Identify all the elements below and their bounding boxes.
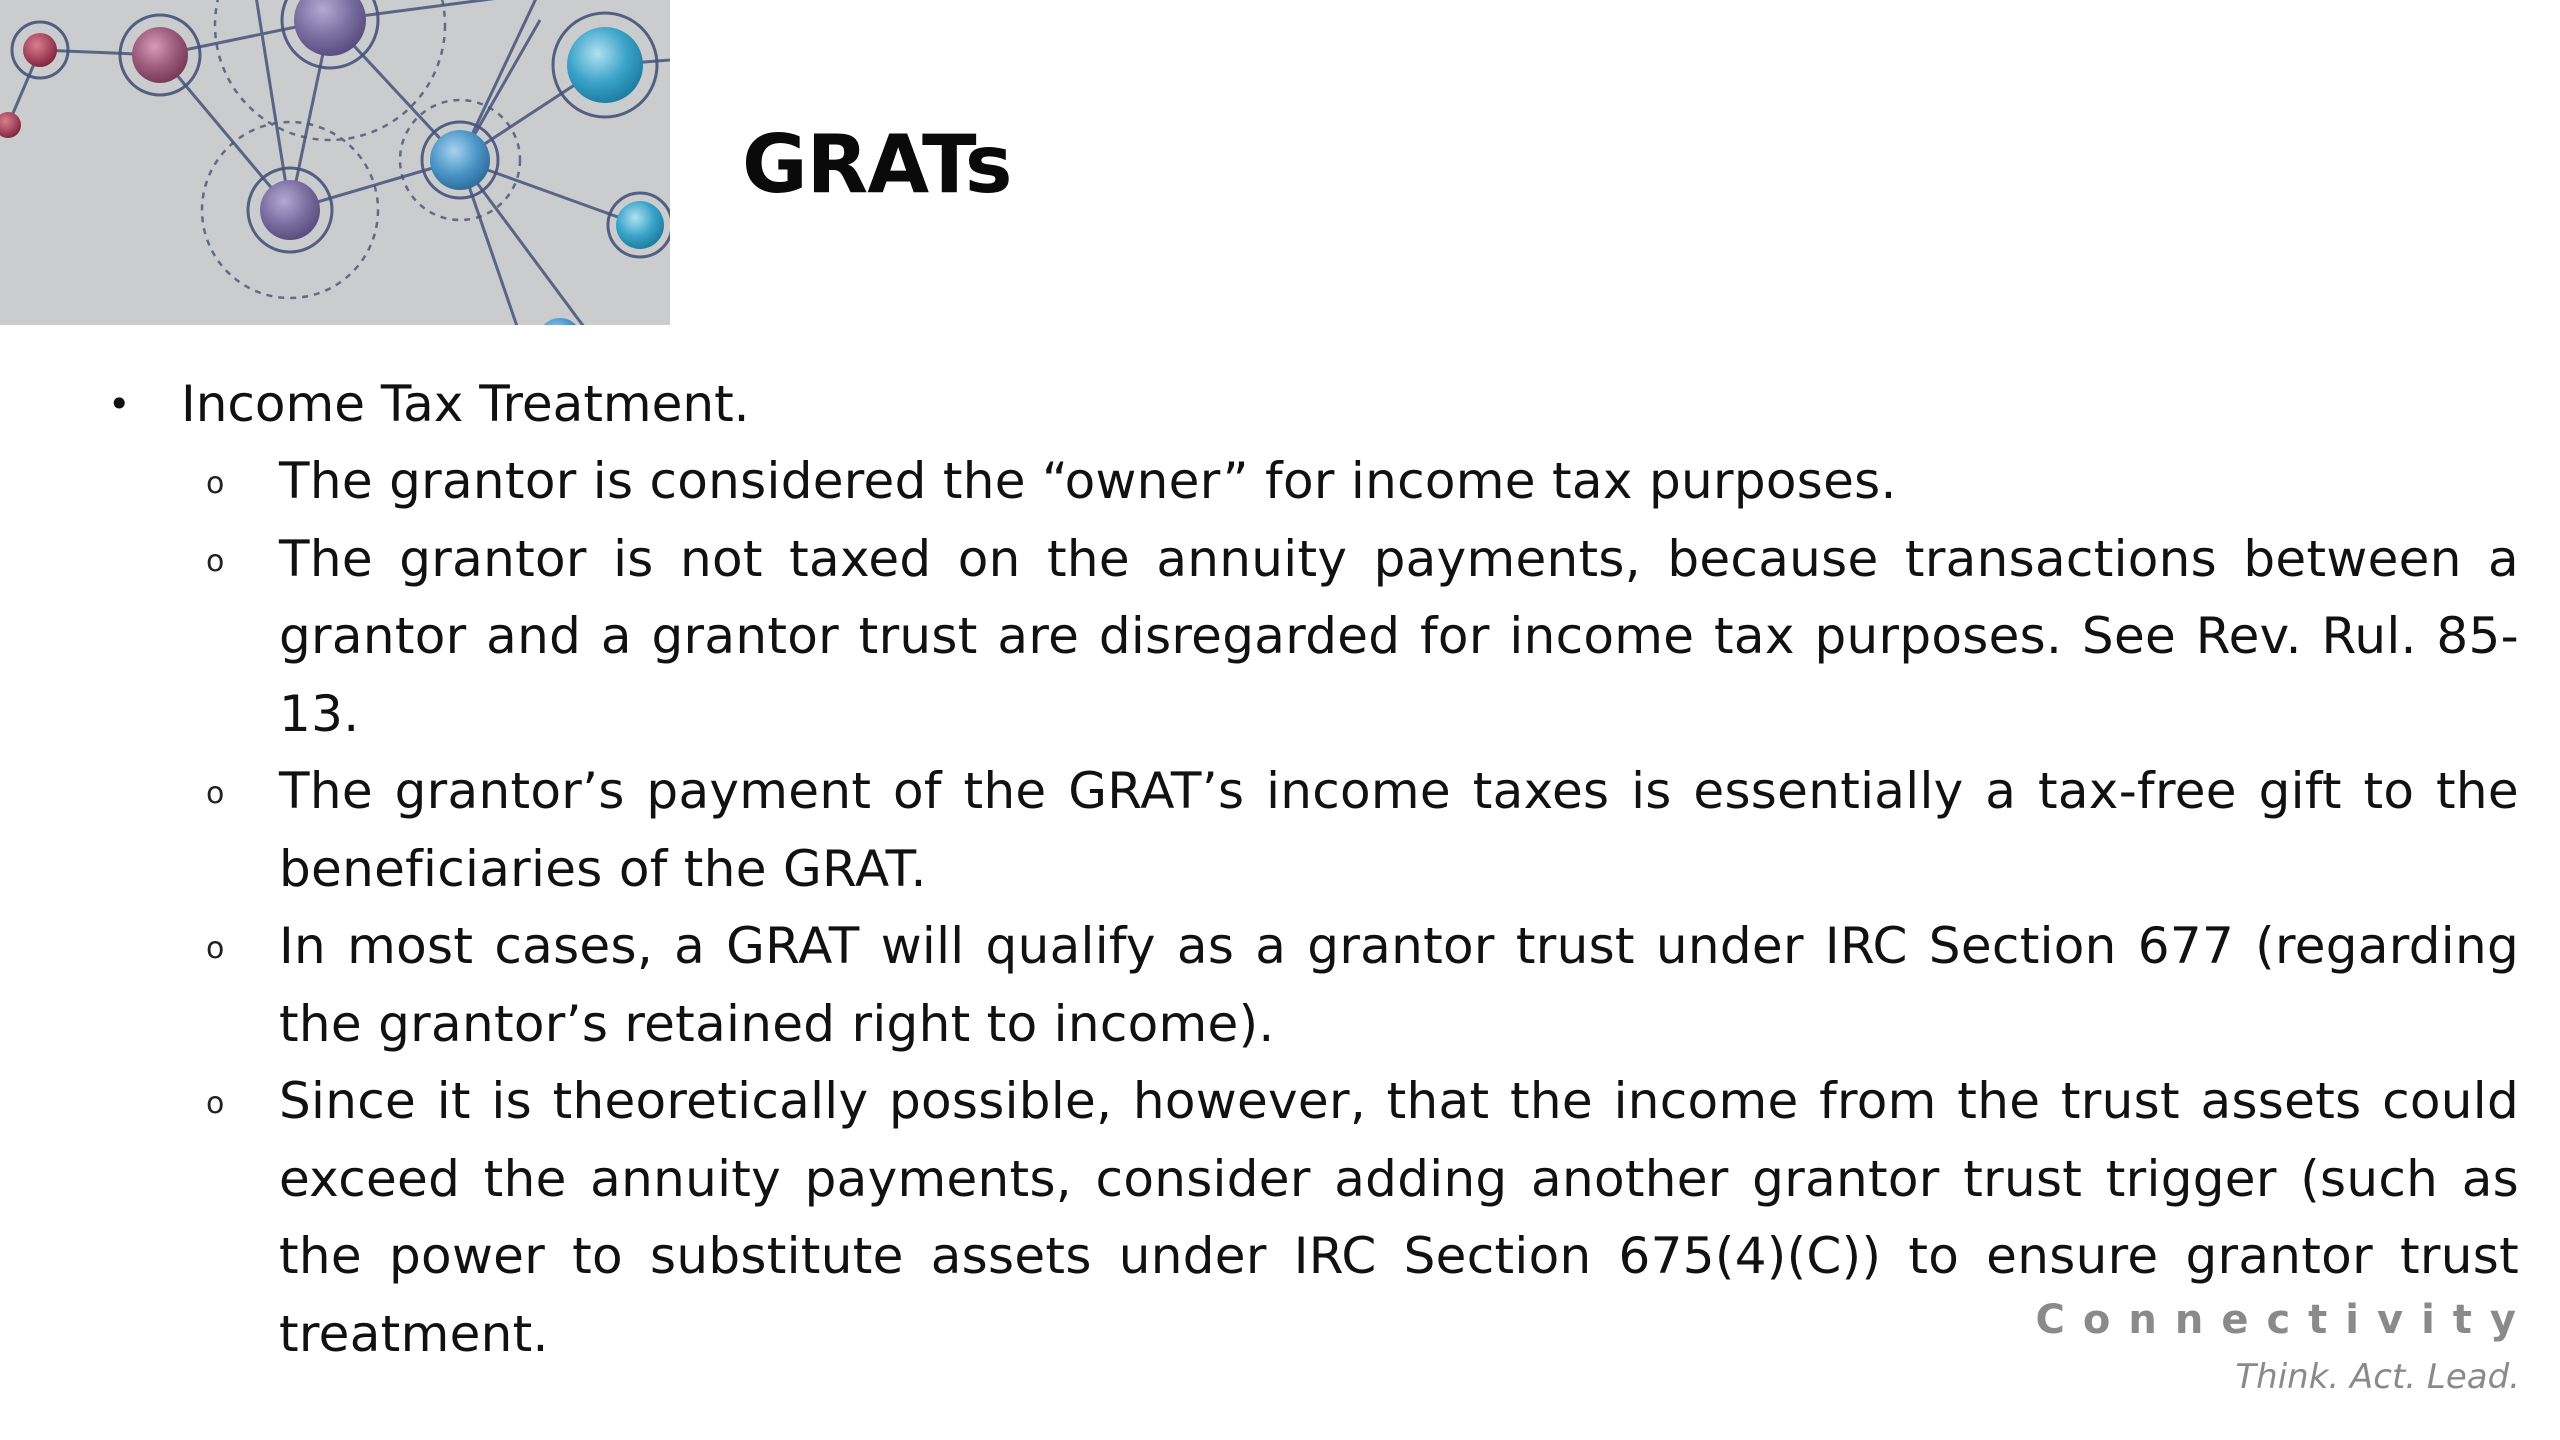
- brand-logo: [2035, 1292, 2534, 1402]
- bullet-icon: •: [108, 382, 131, 426]
- sub-bullet-icon: o: [206, 1086, 225, 1121]
- sub-bullet-list: [100, 443, 2519, 1373]
- list-item: [100, 443, 2519, 521]
- list-item-text: The grantor is not taxed on the annuity payments, because transactions between a grantor and a grantor trust are disregarded for income tax purposes. See Rev. Rul. 85-13.: [279, 529, 2519, 743]
- list-item: [100, 521, 2519, 754]
- list-item-text: In most cases, a GRAT will qualify as a grantor trust under IRC Section 677 (regarding the grantor’s retained right to income).: [279, 917, 2519, 1053]
- brand-tagline: Think. Act. Lead.: [2235, 1357, 2520, 1397]
- sub-bullet-icon: o: [206, 466, 225, 501]
- brand-name: Connectivity: [2035, 1297, 2534, 1343]
- list-item: [100, 908, 2519, 1063]
- list-item-text: Since it is theoretically possible, however, that the income from the trust assets could exceed the annuity payments, consider adding another grantor trust trigger (such as the power to substitute assets under IRC Section 675(4)(C)) to ensure grantor trust treatment.: [279, 1072, 2519, 1363]
- list-item-text: The grantor’s payment of the GRAT’s income taxes is essentially a tax-free gift to the beneficiaries of the GRAT.: [279, 762, 2519, 898]
- slide-title: GRATs: [742, 118, 1012, 211]
- sub-bullet-icon: o: [206, 931, 225, 966]
- slide-content: [100, 365, 2519, 1373]
- sub-bullet-icon: o: [206, 543, 225, 579]
- network-nodes-icon: [0, 0, 670, 325]
- sub-bullet-icon: o: [206, 776, 225, 811]
- bullet-heading: Income Tax Treatment.: [181, 375, 750, 433]
- list-item: [100, 753, 2519, 908]
- list-item-text: The grantor is considered the “owner” for income tax purposes.: [279, 452, 1897, 510]
- bullet-item: [100, 365, 2480, 443]
- network-graphic: [0, 0, 670, 325]
